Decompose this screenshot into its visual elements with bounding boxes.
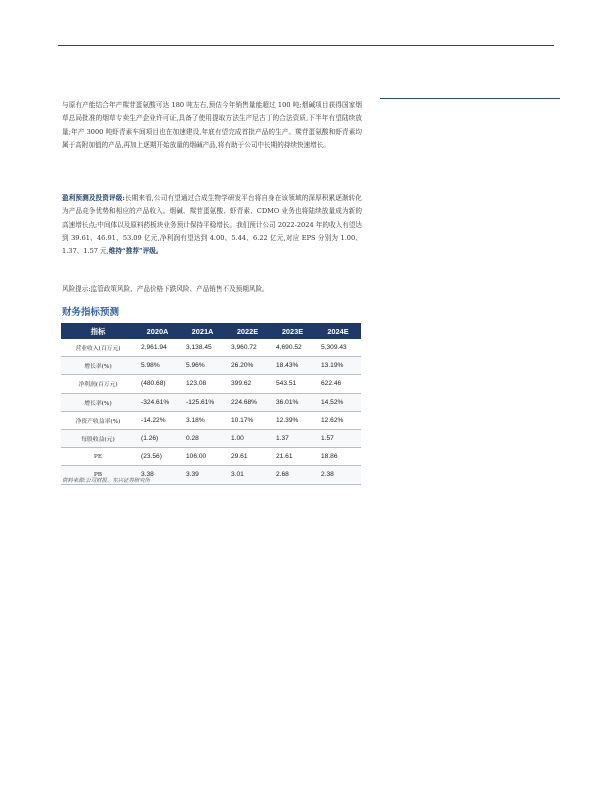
header-2021a: 2021A [180,323,225,339]
table-row [61,448,361,466]
cell: 13.19% [315,357,361,375]
table-source-note: 资料来源:公司财报、东兴证券研究所 [62,478,151,484]
header-2023e: 2023E [270,323,315,339]
row-label: 净资产收益率(%) [61,411,135,429]
cell: 29.61 [225,448,270,466]
cell: 3,960.72 [225,339,270,357]
cell: 3.18% [180,411,225,429]
cell: -125.61% [180,393,225,411]
cell: (480.68) [135,375,180,393]
sidebar-divider [380,98,560,99]
cell: (23.56) [135,448,180,466]
cell: 2.68 [270,466,315,484]
row-label: 每股收益(元) [61,429,135,447]
table-row [61,339,361,357]
cell: 2.38 [315,466,361,484]
header-indicator: 指标 [61,323,135,339]
cell: 3.38 [135,466,180,484]
cell: 543.51 [270,375,315,393]
header-2022e: 2022E [225,323,270,339]
cell: (1.26) [135,429,180,447]
risk-paragraph: 风险提示:监管政策风险、产品价格下跌风险、产品销售不及预期风险。 [62,285,269,293]
cell: 18.43% [270,357,315,375]
cell: 12.62% [315,411,361,429]
cell: 399.62 [225,375,270,393]
cell: 622.46 [315,375,361,393]
rating-text: 维持“推荐”评级。 [108,247,163,256]
cell: 18.86 [315,448,361,466]
forecast-body: 长期来看,公司有望通过合成生物学研发平台将自身在该领域的深厚积累逐渐转化为产品竞争优势和相应的产品收入。烟碱、羰苷蛋氨酸、虾青素、CDMO 业务也将陆续放量成为新的高速增长点;中间体以及原料药板块业务预计保持平稳增长。我们预计公司 2022-2024 年的收入有望达到 39.61、46.91、53.09 亿元,净利润有望达到 4.00、5.44、6.22 亿元,对应 EPS 分别为 1.00、1.37、1.57 元, [62,194,362,256]
row-label: 营业收入(百万元) [61,339,135,357]
forecast-heading: 盈利预测及投资评级: [62,194,125,202]
cell: 10.17% [225,411,270,429]
cell: 5,309.43 [315,339,361,357]
row-label: PB [61,466,135,484]
cell: 26.20% [225,357,270,375]
cell: 123.08 [180,375,225,393]
header-divider [58,45,554,46]
row-label: 净利润(百万元) [61,375,135,393]
section-title: 财务指标预测 [62,307,120,318]
cell: 36.01% [270,393,315,411]
row-label: PE [61,448,135,466]
cell: 3,138.45 [180,339,225,357]
cell: 12.39% [270,411,315,429]
header-2024e: 2024E [315,323,361,339]
cell: -324.61% [135,393,180,411]
cell: 1.57 [315,429,361,447]
row-label: 增长率(%) [61,393,135,411]
financial-forecast-table [61,323,361,485]
table-row [61,393,361,411]
cell: 5.96% [180,357,225,375]
table-row [61,357,361,375]
cell: 1.37 [270,429,315,447]
header-2020a: 2020A [135,323,180,339]
cell: 2,961.94 [135,339,180,357]
cell: 21.61 [270,448,315,466]
cell: 4,690.52 [270,339,315,357]
forecast-paragraph [62,192,362,258]
table-row [61,375,361,393]
row-label: 增长率(%) [61,357,135,375]
cell: 3.39 [180,466,225,484]
business-paragraph: 与原有产能结合年产羰苷蛋氨酸可达 180 吨左右,预估今年销售量能超过 100 吨;烟碱项目获得国家烟草总局批准的烟草专卖生产企业许可证,具备了使用提取方法生产尼古丁的合法资质,下半年有望陆续放量;年产 3000 吨虾青素车间项目也在加速建设,年底有望完成首批产品的生产。羰苷蛋氨酸和虾青素均属于高附加值的产品,再加上逐期开始放量的烟碱产品,将有助于公司中长期的持续快速增长。 [62,101,362,149]
cell: 1.00 [225,429,270,447]
cell: 106.00 [180,448,225,466]
cell: 14.52% [315,393,361,411]
cell: 3.01 [225,466,270,484]
table-row [61,429,361,447]
cell: 0.28 [180,429,225,447]
cell: 224.68% [225,393,270,411]
cell: -14.22% [135,411,180,429]
cell: 5.98% [135,357,180,375]
table-header-row [61,323,361,339]
table-row [61,411,361,429]
